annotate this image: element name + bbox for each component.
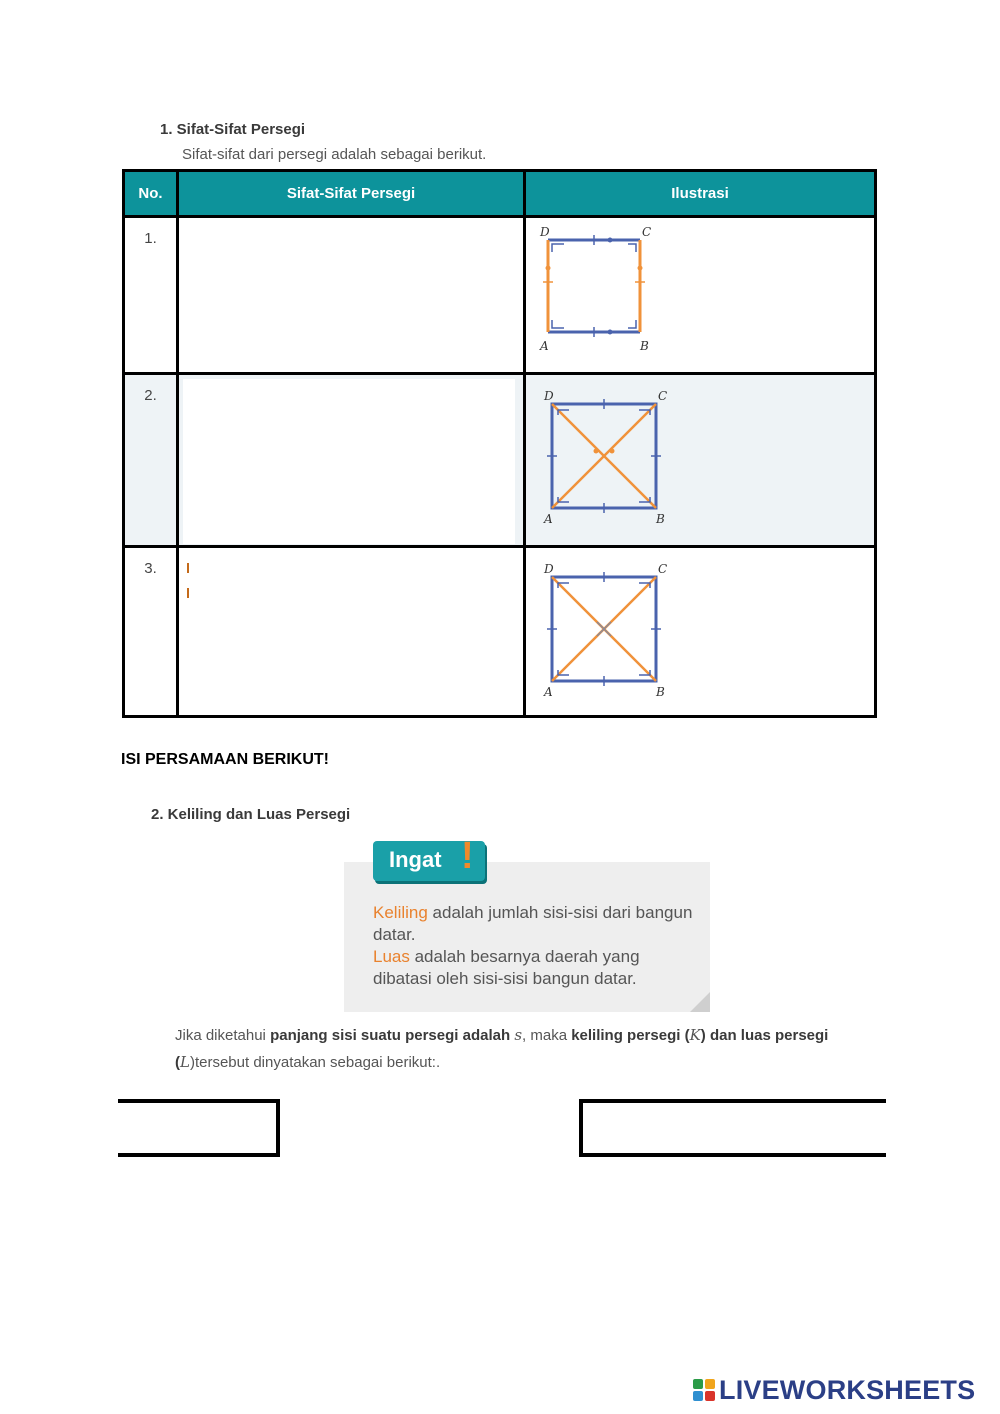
illustration-1 — [525, 217, 876, 374]
header-no: No. — [124, 171, 178, 217]
label-b: B — [656, 512, 665, 526]
table-row — [124, 374, 876, 547]
label-c: C — [642, 226, 652, 239]
input-cursor-mark — [187, 588, 189, 598]
label-d: D — [540, 226, 550, 239]
answer-cell-1[interactable] — [178, 217, 525, 374]
para-bold: keliling persegi ( — [571, 1027, 690, 1044]
para-text: Jika diketahui — [175, 1027, 271, 1044]
page-curl — [690, 992, 710, 1012]
illustration-3 — [525, 547, 876, 717]
square-sides-diagram — [536, 226, 686, 366]
label-d: D — [544, 562, 554, 576]
table-header-row — [124, 171, 876, 217]
section1-title: 1. Sifat-Sifat Persegi — [160, 121, 306, 138]
logo-text: LIVEWORKSHEETS — [719, 1374, 976, 1405]
label-a: A — [544, 512, 553, 526]
table-row — [124, 217, 876, 374]
keliling-term: Keliling — [373, 903, 428, 922]
luas-answer-box[interactable] — [579, 1099, 886, 1157]
keliling-definition: adalah jumlah sisi-sisi dari bangun datar. — [373, 903, 693, 944]
para-bold: ) dan luas persegi ( — [175, 1027, 829, 1071]
exclamation-icon: ! — [461, 835, 474, 877]
section1-subtitle: Sifat-sifat dari persegi adalah sebagai berikut. — [182, 146, 487, 163]
answer-cell-2[interactable] — [178, 374, 525, 547]
para-bold: panjang sisi suatu persegi adalah — [270, 1027, 515, 1044]
formula-intro-paragraph — [175, 1022, 855, 1076]
row-number: 2. — [124, 374, 178, 547]
para-text: )tersebut dinyatakan sebagai berikut:. — [189, 1054, 441, 1071]
square-perpendicular-diagonals-diagram — [536, 556, 696, 706]
label-a: A — [544, 685, 553, 699]
label-a: A — [540, 339, 549, 353]
answer-area-2[interactable] — [183, 379, 515, 544]
row-number: 1. — [124, 217, 178, 374]
properties-table — [122, 169, 877, 718]
table-row — [124, 547, 876, 717]
square-diagonals-diagram — [536, 383, 696, 533]
input-cursor-mark — [187, 563, 189, 573]
liveworksheets-logo — [693, 1374, 975, 1406]
var-s: s — [514, 1026, 523, 1044]
instruction-heading: ISI PERSAMAAN BERIKUT! — [121, 751, 330, 768]
var-k: K — [689, 1026, 701, 1044]
header-illustration: Ilustrasi — [525, 171, 876, 217]
label-d: D — [544, 389, 554, 403]
header-properties: Sifat-Sifat Persegi — [178, 171, 525, 217]
label-b: B — [640, 339, 649, 353]
row-number: 3. — [124, 547, 178, 717]
label-c: C — [658, 562, 668, 576]
ingat-label: Ingat — [389, 847, 442, 872]
ingat-text — [373, 902, 693, 990]
keliling-answer-box[interactable] — [118, 1099, 280, 1157]
para-text: , maka — [522, 1027, 572, 1044]
luas-definition: adalah besarnya daerah yang dibatasi oleh sisi-sisi bangun datar. — [373, 947, 640, 988]
label-c: C — [658, 389, 668, 403]
illustration-2 — [525, 374, 876, 547]
logo-icon — [693, 1379, 715, 1401]
label-b: B — [656, 685, 665, 699]
luas-term: Luas — [373, 947, 410, 966]
section2-title: 2. Keliling dan Luas Persegi — [151, 806, 351, 823]
var-l: L — [180, 1053, 190, 1071]
answer-cell-3[interactable] — [178, 547, 525, 717]
